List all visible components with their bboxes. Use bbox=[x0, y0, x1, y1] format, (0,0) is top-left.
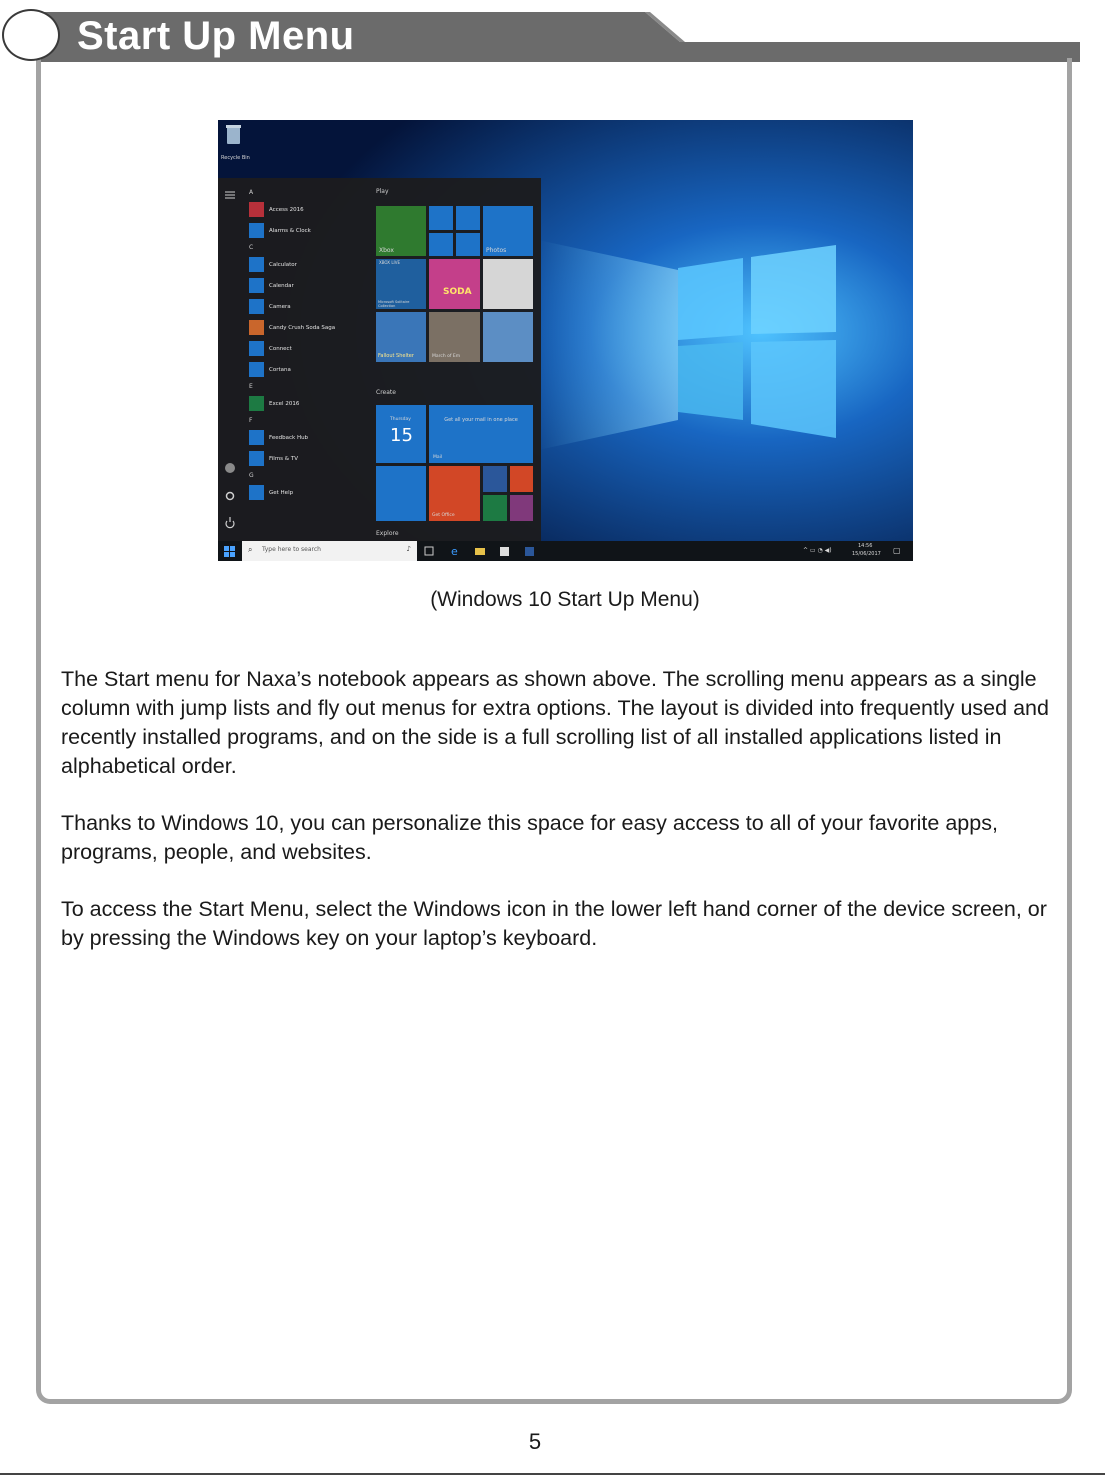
maps-tile[interactable] bbox=[456, 233, 480, 256]
help-icon bbox=[249, 485, 264, 500]
figure-caption: (Windows 10 Start Up Menu) bbox=[430, 588, 700, 611]
photos-tile[interactable]: Photos bbox=[483, 206, 533, 256]
app-name: Access 2016 bbox=[269, 206, 304, 213]
connect-icon bbox=[249, 341, 264, 356]
store-icon bbox=[500, 547, 509, 556]
access-icon bbox=[249, 202, 264, 217]
solitaire-tile[interactable]: XBOX LIVE Microsoft Solitaire Collection bbox=[376, 259, 426, 309]
app-list[interactable] bbox=[249, 186, 367, 503]
tile-group-explore: Explore bbox=[376, 530, 399, 537]
app-list-item[interactable] bbox=[249, 359, 367, 380]
action-center-icon[interactable]: ▢ bbox=[893, 546, 901, 555]
app-list-item[interactable] bbox=[249, 338, 367, 359]
camera-icon bbox=[249, 299, 264, 314]
candy-crush-tile[interactable]: SODA bbox=[429, 259, 480, 309]
app-name: Calendar bbox=[269, 282, 294, 289]
feedback-icon bbox=[249, 430, 264, 445]
word-tile[interactable] bbox=[483, 466, 507, 492]
asphalt-tile[interactable] bbox=[483, 259, 533, 309]
tile-group-create: Create bbox=[376, 389, 396, 396]
app-group-letter[interactable]: A bbox=[249, 189, 254, 196]
calendar-icon bbox=[249, 278, 264, 293]
mail-tile[interactable]: Get all your mail in one place Mail bbox=[429, 405, 533, 463]
windows-logo-pane bbox=[678, 258, 743, 340]
onenote-tile[interactable] bbox=[510, 495, 533, 521]
microphone-icon[interactable]: ♪ bbox=[406, 545, 411, 553]
app-list-item[interactable] bbox=[249, 482, 367, 503]
calendar-tile[interactable]: Thursday 15 bbox=[376, 405, 426, 463]
app-name: Alarms & Clock bbox=[269, 227, 311, 234]
app-list-item[interactable] bbox=[249, 317, 367, 338]
edge-icon: e bbox=[451, 545, 458, 557]
app-name: Films & TV bbox=[269, 455, 298, 462]
windows-start-icon[interactable] bbox=[224, 546, 235, 557]
game-tile[interactable] bbox=[483, 312, 533, 362]
app-list-item[interactable] bbox=[249, 427, 367, 448]
windows-logo-pane bbox=[751, 340, 836, 438]
system-tray-icons[interactable]: ^ ▭ ◔ ◀) bbox=[803, 547, 832, 554]
powerpoint-tile[interactable] bbox=[510, 466, 533, 492]
start-menu-rail bbox=[218, 178, 242, 541]
app-group-letter[interactable]: F bbox=[249, 417, 253, 424]
cortana-icon bbox=[249, 362, 264, 377]
groove-tile[interactable] bbox=[456, 206, 480, 230]
user-avatar-icon bbox=[225, 463, 235, 473]
app-name: Excel 2016 bbox=[269, 400, 300, 407]
app-list-item[interactable] bbox=[249, 254, 367, 275]
tile-group-play: Play bbox=[376, 188, 389, 195]
file-explorer-icon bbox=[475, 548, 485, 555]
app-list-item[interactable] bbox=[249, 199, 367, 220]
start-menu-panel bbox=[218, 178, 541, 541]
taskbar bbox=[218, 541, 913, 561]
excel-icon bbox=[249, 396, 264, 411]
taskbar-pinned-apps[interactable] bbox=[423, 545, 543, 557]
recycle-bin-label: Recycle Bin bbox=[221, 155, 250, 161]
taskbar-search-box[interactable] bbox=[242, 541, 417, 561]
app-name: Feedback Hub bbox=[269, 434, 309, 441]
app-group-letter[interactable]: G bbox=[249, 472, 254, 479]
search-placeholder: Type here to search bbox=[262, 546, 321, 553]
xbox-tile[interactable]: Xbox bbox=[376, 206, 426, 256]
app-name: Cortana bbox=[269, 366, 291, 373]
app-name: Calculator bbox=[269, 261, 297, 268]
app-group-letter[interactable]: E bbox=[249, 383, 253, 390]
calculator-icon bbox=[249, 257, 264, 272]
fallout-shelter-tile[interactable]: Fallout Shelter bbox=[376, 312, 426, 362]
search-icon: ⌕ bbox=[248, 545, 253, 554]
task-view-icon bbox=[425, 547, 433, 555]
film-icon bbox=[249, 451, 264, 466]
app-list-item[interactable] bbox=[249, 275, 367, 296]
header-oval-decoration bbox=[2, 9, 60, 61]
calculator-tile[interactable] bbox=[429, 233, 453, 256]
camera-tile[interactable] bbox=[376, 466, 426, 521]
windows-10-start-menu-screenshot bbox=[218, 120, 913, 561]
get-office-tile[interactable]: Get Office bbox=[429, 466, 480, 521]
windows-logo-pane bbox=[751, 245, 836, 334]
app-name: Candy Crush Soda Saga bbox=[269, 324, 336, 331]
body-paragraph-2: Thanks to Windows 10, you can personalize this space for easy access to all of your favorite apps, programs, people, and websites. bbox=[61, 811, 998, 864]
bottom-rule bbox=[0, 1473, 1105, 1475]
page-number: 5 bbox=[528, 1429, 542, 1454]
taskbar-date: 15/06/2017 bbox=[852, 551, 881, 557]
hamburger-icon bbox=[225, 192, 235, 198]
app-list-item[interactable] bbox=[249, 393, 367, 414]
windows-logo-pane bbox=[678, 342, 743, 420]
app-name: Camera bbox=[269, 303, 291, 310]
recycle-bin-icon bbox=[226, 125, 241, 144]
body-paragraph-1: The Start menu for Naxa’s notebook appears as shown above. The scrolling menu appears as a single column with jump lists and fly out menus for extra options. The layout is divided into frequently used and recently installed programs, and on the side is a full scrolling list of all installed applications listed in alphabetical order. bbox=[61, 667, 1049, 778]
app-list-item[interactable] bbox=[249, 220, 367, 241]
alarm-clock-icon bbox=[249, 223, 264, 238]
excel-tile[interactable] bbox=[483, 495, 507, 521]
app-list-item[interactable] bbox=[249, 448, 367, 469]
movies-tile[interactable] bbox=[429, 206, 453, 230]
app-list-item[interactable] bbox=[249, 296, 367, 317]
app-name: Connect bbox=[269, 345, 292, 352]
word-taskbar-icon bbox=[525, 547, 534, 556]
march-of-empires-tile[interactable]: March of Em bbox=[429, 312, 480, 362]
app-name: Get Help bbox=[269, 489, 294, 496]
app-group-letter[interactable]: C bbox=[249, 244, 254, 251]
live-tiles-area bbox=[376, 178, 541, 541]
taskbar-time: 14:56 bbox=[858, 543, 873, 549]
candy-crush-icon bbox=[249, 320, 264, 335]
settings-gear-icon bbox=[227, 493, 234, 500]
page-title: Start Up Menu bbox=[77, 14, 355, 58]
power-icon bbox=[226, 517, 234, 528]
body-paragraph-3: To access the Start Menu, select the Windows icon in the lower left hand corner of the device screen, or by pressing the Windows key on your laptop’s keyboard. bbox=[61, 897, 1047, 950]
